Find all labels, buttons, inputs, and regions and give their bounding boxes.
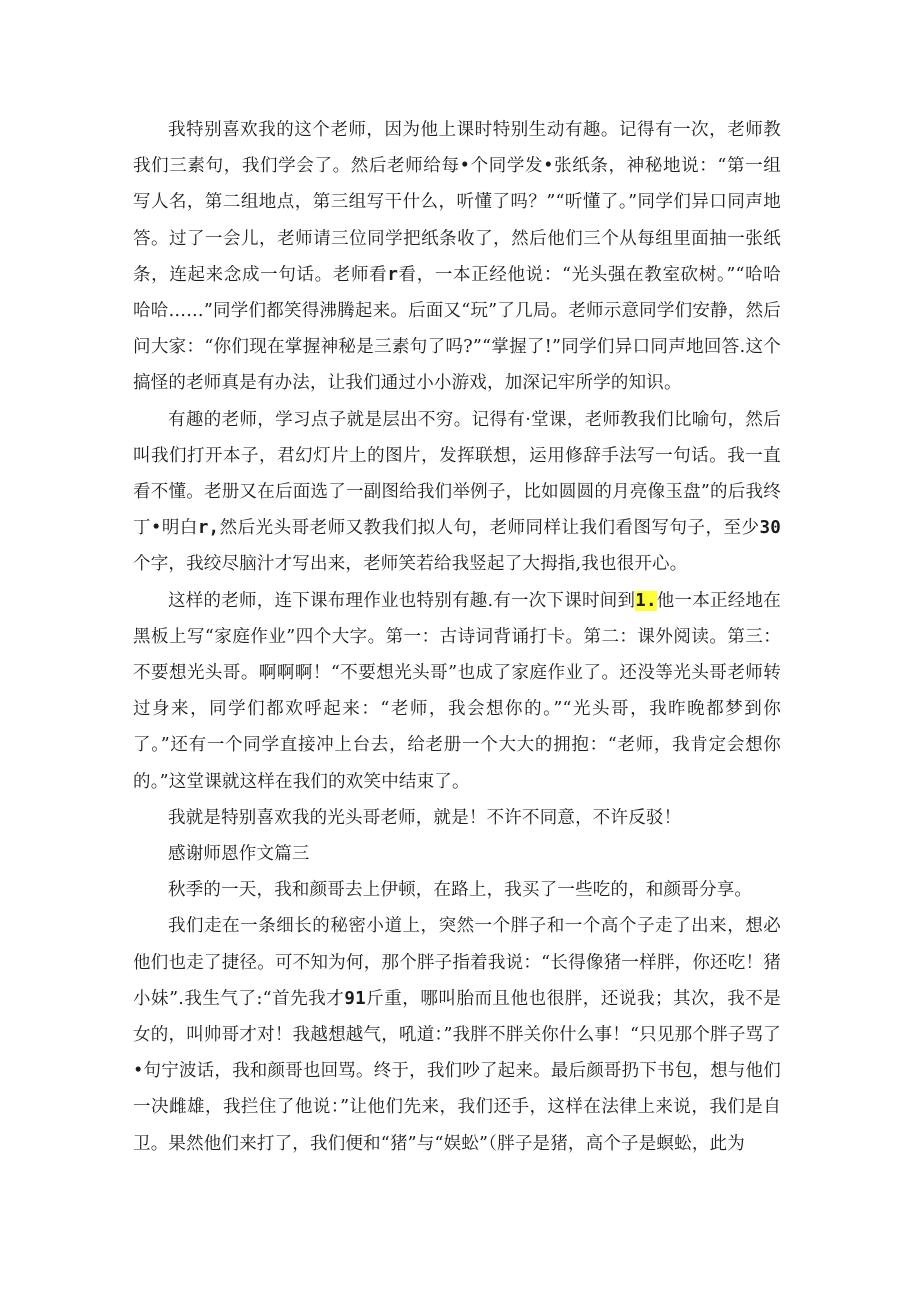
paragraph-2-glyph-r: r, [197, 518, 220, 539]
paragraph-6-text-a: 我们走在一条细长的秘密小道上，突然一个胖子和一个高个子走了出来，想必他们也走了捷径。可不知为何，那个胖子指着我说：“长得像猪一样胖，你还吃！猪小妹”.我生气了:“首先我才 [133, 916, 781, 1009]
paragraph-2-text-a: 有趣的老师，学习点子就是层出不穷。记得有·堂课，老师教我们比喻句，然后叫我们打开本子，君幻灯片上的图片，发挥联想，运用修辞手法写一句话。我一直看不懂。老册又在后面选了一副图给我们举例子，比如圆圆的月亮像玉盘”的后我终丁•明白 [133, 409, 781, 539]
paragraph-2-number-30: 30 [759, 518, 781, 539]
paragraph-2-text-b: 然后光头哥老师又教我们拟人句，老师同样让我们看图写句子，至少 [219, 518, 760, 539]
paragraph-1 [133, 112, 781, 402]
paragraph-3 [133, 583, 781, 800]
paragraph-6 [133, 908, 781, 1161]
highlighted-number: 1. [635, 590, 657, 611]
paragraph-1-text-a: 我特别喜欢我的这个老师，因为他上课时特别生动有趣。记得有一次，老师教我们三素句，我们学会了。然后老师给每•个同学发•张纸条，神秘地说：“第一组写人名，第二组地点，第三组写干什么，听懂了吗？”“听懂了。”同学们异口同声地答。过了一会儿，老师请三位同学把纸条收了，然后他们三个从每组里面抽一张纸条，连起来念成一句话。老师看 [133, 120, 781, 285]
paragraph-1-text-b: 看，一本正经他说：“光头强在教室砍树。”“哈哈哈哈……”同学们都笑得沸腾起来。后面又“玩”了几局。老师示意同学们安静，然后问大家：“你们现在掌握神秘是三素句了吗?”“掌握了!”同学们异口同声地回答.这个搞怪的老师真是有办法，让我们通过小小游戏，加深记牢所学的知识。 [133, 264, 781, 394]
document-body [133, 112, 781, 1162]
paragraph-5: 秋季的一天，我和颜哥去上伊顿，在路上，我买了一些吃的，和颜哥分享。 [168, 880, 753, 901]
paragraph-2 [133, 402, 781, 583]
section-heading: 感谢师恩作文篇三 [168, 844, 310, 865]
paragraph-1-glyph-r: r [387, 264, 399, 285]
paragraph-3-text-b: 他一本正经地在黑板上写“家庭作业”四个大字。第一：古诗词背诵打卡。第二：课外阅读。第三：不要想光头哥。啊啊啊！“不要想光头哥”也成了家庭作业了。还没等光头哥老师转过身来，同学们都欢呼起来：“老师，我会想你的。”“光头哥，我昨晚都梦到你了。”还有一个同学直接冲上台去，给老册一个大大的拥抱：“老师，我肯定会想你的。”这堂课就这样在我们的欢笑中结束了。 [133, 590, 781, 792]
paragraph-6-text-b: 斤重，哪叫胎而且他也很胖，还说我；其次，我不是女的，叫帅哥才对！我越想越气，吼道：”我胖不胖关你什么事！“只见那个胖子骂了•句宁波话，我和颜哥也回骂。终于，我们吵了起来。最后颜哥扔下书包，想与他们一决雌雄，我拦住了他说：”让他们先来，我们还手，这样在法律上来说，我们是自卫。果然他们来打了，我们便和“猪”与“娱蚣”（胖子是猪，高个子是螟蚣，此为 [133, 988, 781, 1154]
paragraph-2-text-c: 个字，我绞尽脑汁才写出来，老师笑若给我竖起了大拇指,我也很开心。 [133, 554, 688, 575]
paragraph-4: 我就是特别喜欢我的光头哥老师，就是！不许不同意，不许反驳！ [168, 807, 682, 828]
paragraph-3-text-a: 这样的老师，连下课布理作业也特别有趣.有一次下课时间到 [168, 590, 636, 611]
paragraph-6-number-91: 91 [344, 988, 366, 1009]
